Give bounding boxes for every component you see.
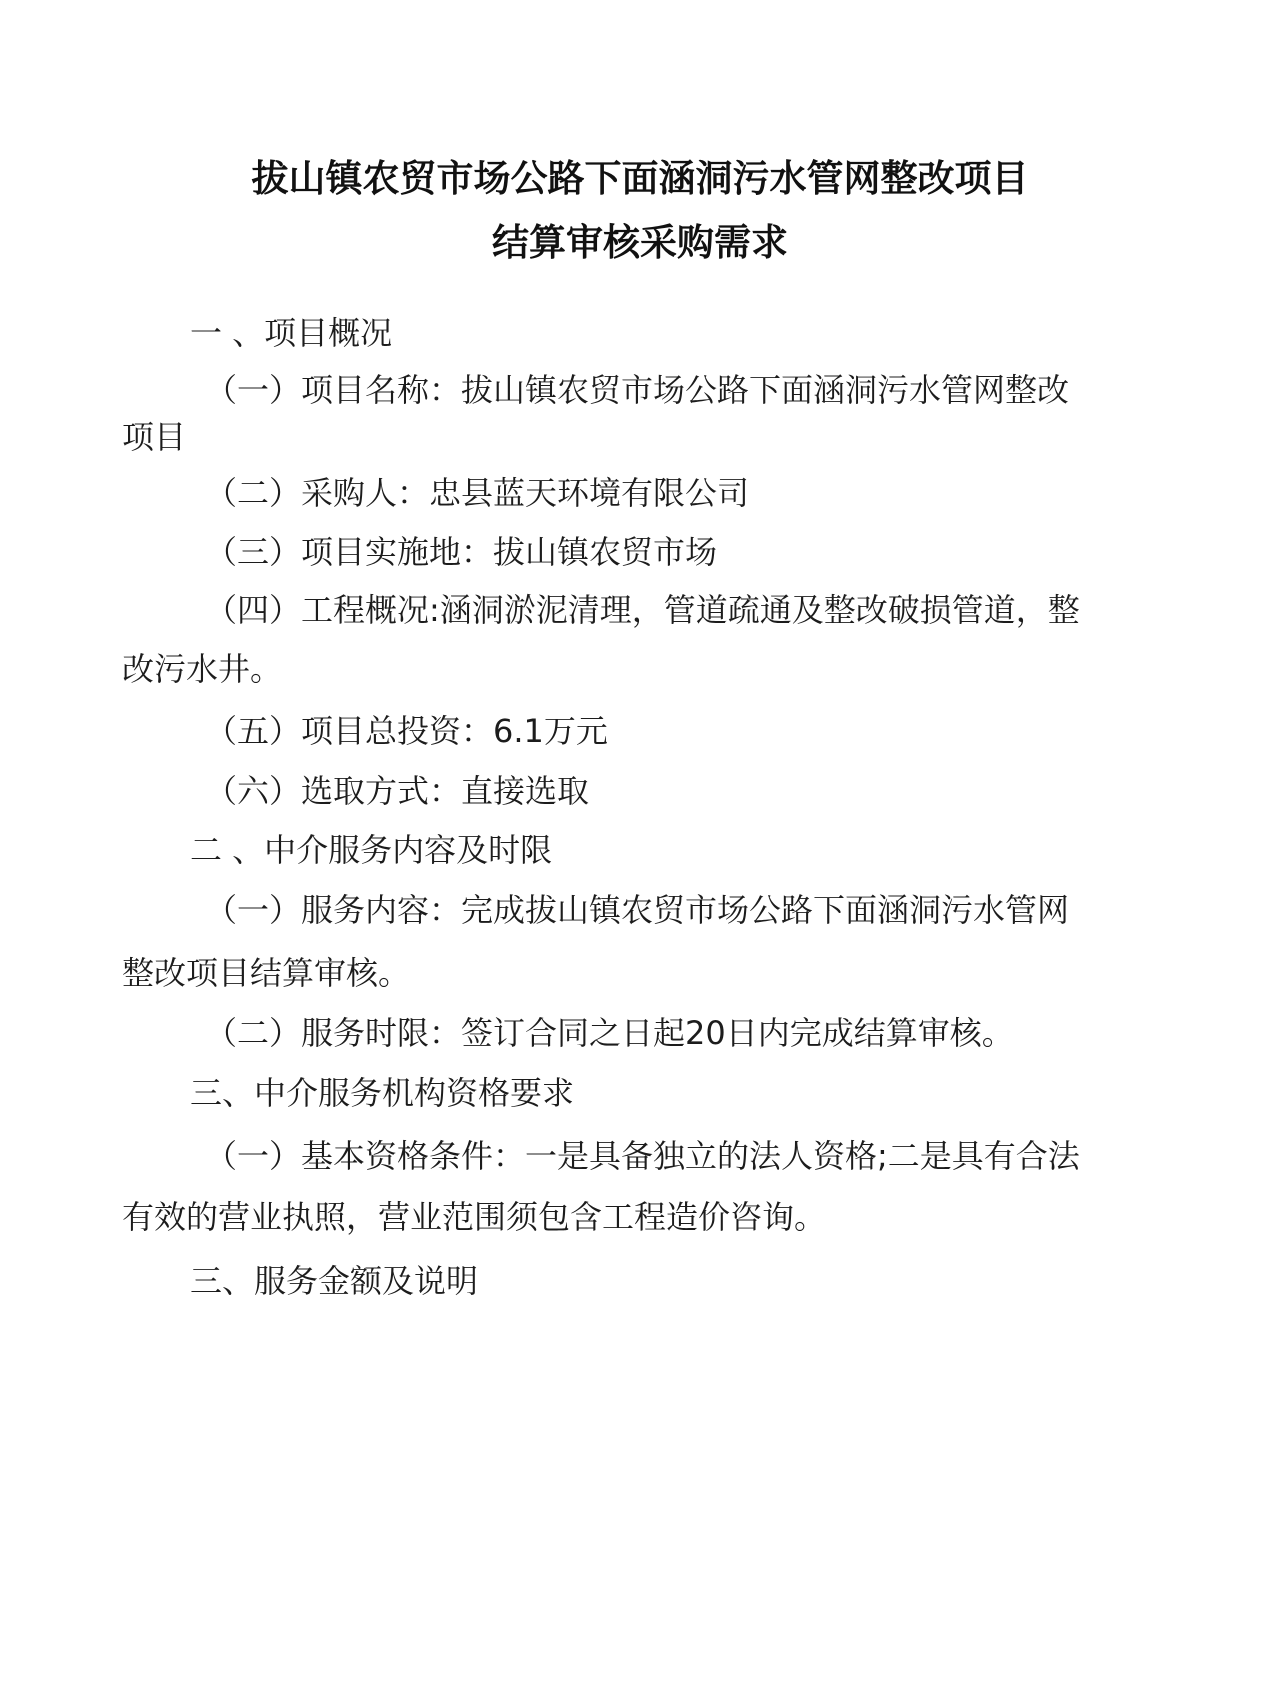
project-overview-line-1: （四）工程概况:涵洞淤泥清理，管道疏通及整改破损管道，整: [205, 591, 1080, 629]
service-content-line-2: 整改项目结算审核。: [122, 954, 411, 992]
service-content-line-1: （一）服务内容：完成拔山镇农贸市场公路下面涵洞污水管网: [205, 891, 1070, 929]
project-location-line: （三）项目实施地：拔山镇农贸市场: [205, 533, 718, 571]
document-title-line-2: 结算审核采购需求: [492, 221, 788, 264]
project-name-line-1: （一）项目名称：拔山镇农贸市场公路下面涵洞污水管网整改: [205, 371, 1070, 409]
qualification-line-2: 有效的营业执照，营业范围须包含工程造价咨询。: [122, 1198, 827, 1236]
document-title-line-1: 拔山镇农贸市场公路下面涵洞污水管网整改项目: [251, 157, 1029, 200]
project-name-line-2: 项目: [122, 418, 187, 456]
service-period-line: （二）服务时限：签订合同之日起20日内完成结算审核。: [205, 1014, 1014, 1052]
selection-method-line: （六）选取方式：直接选取: [205, 772, 590, 810]
section-3-heading: 三、中介服务机构资格要求: [190, 1074, 575, 1112]
total-investment-line: （五）项目总投资：6.1万元: [205, 712, 608, 750]
section-4-heading: 三、服务金额及说明: [190, 1262, 479, 1300]
purchaser-line: （二）采购人：忠县蓝天环境有限公司: [205, 474, 750, 512]
project-overview-line-2: 改污水井。: [122, 650, 283, 688]
section-1-heading: 一 、项目概况: [190, 314, 393, 352]
qualification-line-1: （一）基本资格条件：一是具备独立的法人资格;二是具有合法: [205, 1137, 1080, 1175]
section-2-heading: 二 、中介服务内容及时限: [190, 831, 553, 869]
